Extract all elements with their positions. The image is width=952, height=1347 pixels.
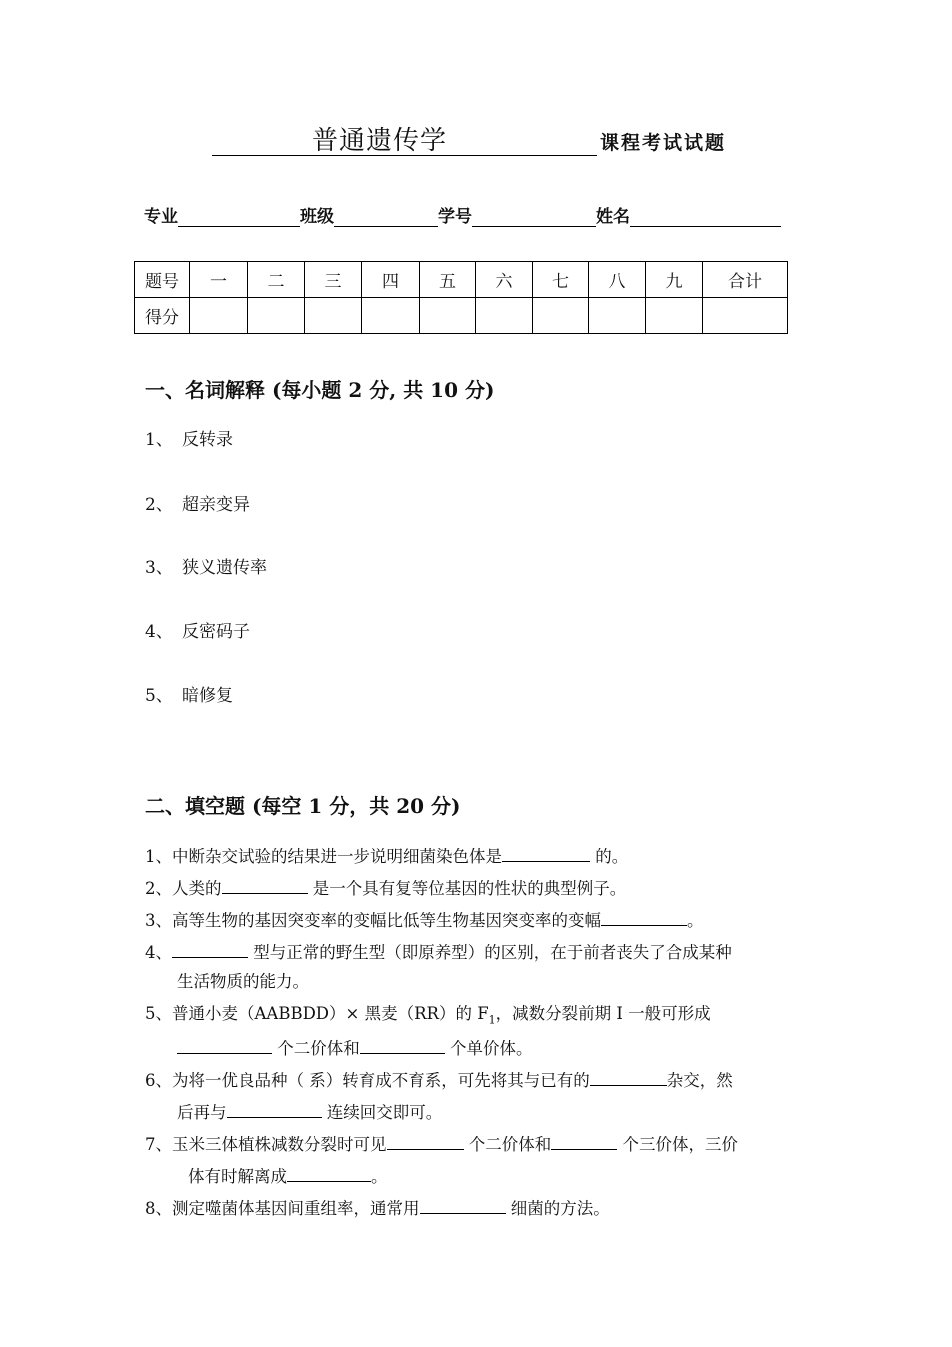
question-text: 后再与 [177, 1103, 227, 1122]
class-blank[interactable] [334, 206, 438, 227]
question-text: 个二价体和 [272, 1039, 360, 1058]
question-text: 。 [687, 911, 704, 930]
answer-blank[interactable] [601, 907, 687, 926]
question-5-cont [177, 1035, 533, 1060]
answer-blank[interactable] [172, 939, 248, 958]
class-label: 班级 [300, 207, 334, 227]
term-text: 反转录 [182, 430, 233, 450]
question-text: 3、高等生物的基因突变率的变幅比低等生物基因突变率的变幅 [145, 911, 601, 930]
score-cell[interactable] [589, 298, 646, 334]
score-cell[interactable] [362, 298, 420, 334]
question-5 [145, 1003, 711, 1031]
score-cell[interactable] [476, 298, 533, 334]
table-cell: 四 [362, 262, 420, 298]
question-text: 6、为将一优良品种（ 系）转育成不育系，可先将其与已有的 [145, 1071, 590, 1090]
table-cell: 五 [420, 262, 476, 298]
name-blank[interactable] [630, 206, 781, 227]
score-cell[interactable] [248, 298, 305, 334]
question-text: 7、玉米三体植株减数分裂时可见 [145, 1135, 387, 1154]
item-number: 1、 [145, 430, 173, 450]
question-text: ，减数分裂前期 I 一般可形成 [495, 1004, 711, 1023]
question-3 [145, 907, 704, 932]
question-7-cont [188, 1163, 388, 1188]
question-text: 5、普通小麦（AABBDD）× 黑麦（RR）的 F [145, 1004, 489, 1023]
question-text: 4、 [145, 943, 172, 962]
name-label: 姓名 [596, 207, 630, 227]
answer-blank[interactable] [227, 1099, 322, 1118]
answer-blank[interactable] [222, 875, 308, 894]
term-text: 反密码子 [182, 622, 250, 642]
table-cell: 合计 [703, 262, 788, 298]
question-text: 个三价体，三价 [617, 1135, 738, 1154]
list-item [145, 425, 233, 450]
item-number: 2、 [145, 495, 173, 515]
table-cell: 得分 [135, 298, 190, 334]
item-number: 3、 [145, 558, 173, 578]
question-text: 的。 [590, 847, 629, 866]
question-text: 细菌的方法。 [505, 1199, 610, 1218]
score-cell[interactable] [190, 298, 248, 334]
major-label: 专业 [144, 207, 178, 227]
score-cell[interactable] [305, 298, 362, 334]
item-number: 5、 [145, 686, 173, 706]
student-info-row [144, 202, 781, 227]
table-cell: 七 [533, 262, 589, 298]
table-cell: 三 [305, 262, 362, 298]
list-item [145, 490, 250, 515]
term-text: 狭义遗传率 [182, 558, 267, 578]
question-text: 8、测定噬菌体基因间重组率，通常用 [145, 1199, 420, 1218]
answer-blank[interactable] [502, 843, 590, 862]
question-text: 个二价体和 [463, 1135, 552, 1154]
question-4-cont: 生活物质的能力。 [177, 972, 309, 991]
major-blank[interactable] [178, 206, 300, 227]
answer-blank[interactable] [420, 1195, 506, 1214]
subscript: 1 [488, 1013, 496, 1027]
section1-heading: 一、名词解释 (每小题 2 分, 共 10 分) [145, 378, 495, 402]
question-2 [145, 875, 626, 900]
answer-blank[interactable] [177, 1035, 272, 1054]
table-cell: 六 [476, 262, 533, 298]
score-table [134, 261, 788, 334]
term-text: 暗修复 [182, 686, 233, 706]
term-text: 超亲变异 [182, 495, 250, 515]
question-text: 连续回交即可。 [321, 1103, 443, 1122]
table-row [135, 262, 788, 298]
table-cell: 题号 [135, 262, 190, 298]
score-cell[interactable] [420, 298, 476, 334]
question-8 [145, 1195, 610, 1220]
score-cell[interactable] [646, 298, 703, 334]
question-text: 是一个具有复等位基因的性状的典型例子。 [307, 879, 627, 898]
question-text: 型与正常的野生型（即原养型）的区别，在于前者丧失了合成某种 [248, 943, 732, 962]
answer-blank[interactable] [360, 1035, 445, 1054]
question-7 [145, 1131, 738, 1156]
list-item [145, 617, 250, 642]
section2-heading: 二、填空题 (每空 1 分，共 20 分) [145, 794, 461, 818]
table-cell: 九 [646, 262, 703, 298]
list-item [145, 553, 267, 578]
question-text: 。 [371, 1167, 388, 1186]
question-text: 2、人类的 [145, 879, 222, 898]
answer-blank[interactable] [387, 1131, 464, 1150]
question-text: 杂交，然 [666, 1071, 733, 1090]
table-cell: 一 [190, 262, 248, 298]
table-cell: 二 [248, 262, 305, 298]
list-item [145, 681, 233, 706]
question-text: 体有时解离成 [188, 1167, 287, 1186]
question-1 [145, 843, 628, 868]
score-cell[interactable] [533, 298, 589, 334]
question-text: 个单价体。 [444, 1039, 533, 1058]
student-id-blank[interactable] [472, 206, 596, 227]
item-number: 4、 [145, 622, 173, 642]
answer-blank[interactable] [287, 1163, 371, 1182]
question-4 [145, 939, 732, 964]
student-id-label: 学号 [438, 207, 472, 227]
exam-title-suffix: 课程考试试题 [600, 132, 727, 154]
answer-blank[interactable] [551, 1131, 617, 1150]
question-6 [145, 1067, 733, 1092]
table-row [135, 298, 788, 334]
answer-blank[interactable] [590, 1067, 667, 1086]
score-cell[interactable] [703, 298, 788, 334]
question-6-cont [177, 1099, 442, 1124]
course-title: 普通遗传学 [312, 126, 448, 156]
table-cell: 八 [589, 262, 646, 298]
question-text: 1、中断杂交试验的结果进一步说明细菌染色体是 [145, 847, 502, 866]
